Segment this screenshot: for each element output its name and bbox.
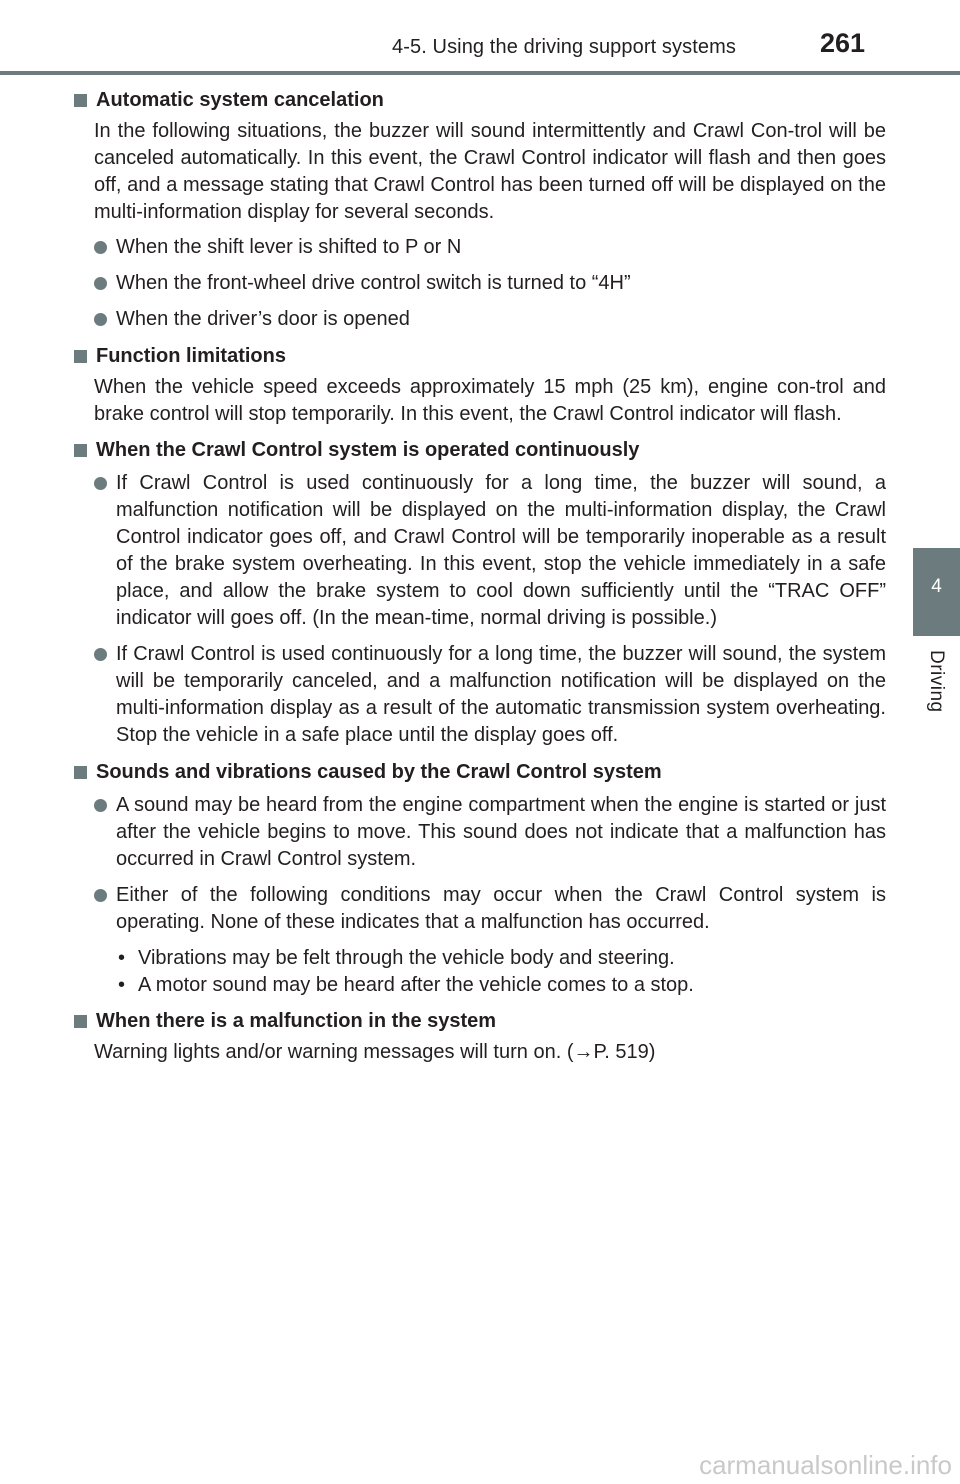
- list-item: [74, 234, 886, 261]
- list-item: [74, 470, 886, 632]
- circle-bullet-icon: [94, 241, 107, 254]
- section-title-text: When there is a malfunction in the system: [96, 1010, 497, 1032]
- circle-bullet-icon: [94, 889, 107, 902]
- circle-bullet-icon: [94, 799, 107, 812]
- square-bullet-icon: [74, 350, 87, 363]
- list-item: [74, 306, 886, 333]
- page-number: 261: [820, 28, 866, 58]
- list-item-text: When the front-wheel drive control switch is turned to “4H”: [116, 272, 631, 294]
- section-title-text: Automatic system cancelation: [96, 89, 384, 111]
- section-title: [74, 86, 886, 114]
- section-title: [74, 342, 886, 370]
- section-malfunction: [74, 1007, 886, 1066]
- circle-bullet-icon: [94, 277, 107, 290]
- section-continuous-operation: [74, 436, 886, 749]
- sub-list-item-text: Vibrations may be felt through the vehicle body and steering.: [138, 947, 675, 969]
- chapter-tab: [913, 548, 960, 636]
- section-title: [74, 758, 886, 786]
- section-title: [74, 1007, 886, 1035]
- sub-bullet-icon: •: [118, 974, 126, 996]
- list-item: [74, 882, 886, 936]
- sub-list-item: [74, 945, 886, 972]
- list-item-text: If Crawl Control is used continuously for a long time, the buzzer will sound, the system will be temporarily canceled, and a malfunction notification will be displayed on the multi-information display as a result of the automatic transmission system overheating. Stop the vehicle in a safe place until the display goes off.: [116, 643, 886, 746]
- section-paragraph: When the vehicle speed exceeds approximately 15 mph (25 km), engine con-trol and brake control will stop temporarily. In this event, the Crawl Control indicator will flash.: [94, 376, 886, 425]
- sub-list-item: [74, 972, 886, 999]
- list-item-text: Either of the following conditions may occur when the Crawl Control system is operating. None of these indicates that a malfunction has occurred.: [116, 884, 886, 933]
- section-paragraph: In the following situations, the buzzer will sound intermittently and Crawl Con-trol will be canceled automatically. In this event, the Crawl Control indicator will flash and then goes off, and a message stating that Crawl Control has been turned off will be displayed on the multi-information display for several seconds.: [94, 120, 886, 223]
- section-function-limitations: [74, 342, 886, 428]
- section-automatic-cancelation: [74, 86, 886, 333]
- circle-bullet-icon: [94, 313, 107, 326]
- list-item-text: When the shift lever is shifted to P or N: [116, 236, 462, 258]
- list-item: [74, 792, 886, 873]
- section-title-text: When the Crawl Control system is operated continuously: [96, 439, 640, 461]
- page-content: [74, 86, 886, 1074]
- circle-bullet-icon: [94, 648, 107, 661]
- sub-list-item-text: A motor sound may be heard after the vehicle comes to a stop.: [138, 974, 694, 996]
- list-item-text: If Crawl Control is used continuously for a long time, the buzzer will sound, a malfunction notification will be displayed on the multi-information display, the Crawl Control indicator goes off, and Crawl Control will be temporarily inoperable as a result of the brake system overheating. In this event, stop the vehicle immediately in a safe place, and allow the brake system to cool down sufficiently until the “TRAC OFF” indicator will goes off. (In the mean-time, normal driving is possible.): [116, 472, 886, 629]
- sub-bullet-icon: •: [118, 947, 126, 969]
- chapter-number: 4: [931, 576, 942, 597]
- list-item: [74, 270, 886, 297]
- square-bullet-icon: [74, 766, 87, 779]
- square-bullet-icon: [74, 1015, 87, 1028]
- header-rule: [0, 71, 960, 75]
- square-bullet-icon: [74, 444, 87, 457]
- section-paragraph: Warning lights and/or warning messages will turn on. (→P. 519): [94, 1041, 656, 1063]
- section-title-text: Function limitations: [96, 345, 286, 367]
- list-item: [74, 641, 886, 749]
- section-title-text: Sounds and vibrations caused by the Crawl Control system: [96, 761, 662, 783]
- list-item-text: When the driver’s door is opened: [116, 308, 410, 330]
- chapter-label: Driving: [926, 650, 947, 713]
- header-section-title: 4-5. Using the driving support systems: [392, 36, 736, 58]
- section-title: [74, 436, 886, 464]
- circle-bullet-icon: [94, 477, 107, 490]
- square-bullet-icon: [74, 94, 87, 107]
- section-sounds-vibrations: [74, 758, 886, 999]
- list-item-text: A sound may be heard from the engine compartment when the engine is started or just after the vehicle begins to move. This sound does not indicate that a malfunction has occurred in Crawl Control system.: [116, 794, 886, 870]
- watermark: carmanualsonline.info: [699, 1450, 952, 1480]
